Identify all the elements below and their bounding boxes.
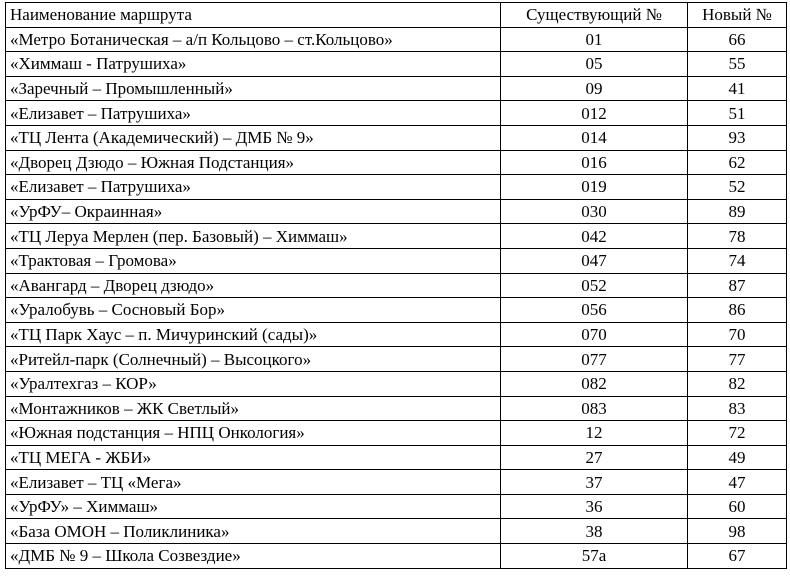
cell-existing-number: 36 xyxy=(501,494,688,519)
routes-table-body xyxy=(6,27,787,568)
table-row xyxy=(6,494,787,519)
table-row xyxy=(6,125,787,150)
header-existing-number: Существующий № xyxy=(501,3,688,28)
cell-new-number: 62 xyxy=(688,150,787,175)
cell-route-name: «Елизавет – ТЦ «Мега» xyxy=(6,470,501,495)
cell-route-name: «Авангард – Дворец дзюдо» xyxy=(6,273,501,298)
cell-route-name: «Монтажников – ЖК Светлый» xyxy=(6,396,501,421)
cell-route-name: «Уралтехгаз – КОР» xyxy=(6,371,501,396)
cell-new-number: 77 xyxy=(688,347,787,372)
cell-existing-number: 083 xyxy=(501,396,688,421)
cell-new-number: 51 xyxy=(688,101,787,126)
table-row xyxy=(6,322,787,347)
header-new-number: Новый № xyxy=(688,3,787,28)
cell-existing-number: 042 xyxy=(501,224,688,249)
cell-existing-number: 056 xyxy=(501,298,688,323)
cell-new-number: 72 xyxy=(688,421,787,446)
cell-new-number: 60 xyxy=(688,494,787,519)
table-row xyxy=(6,519,787,544)
cell-new-number: 93 xyxy=(688,125,787,150)
cell-route-name: «ТЦ Лента (Академический) – ДМБ № 9» xyxy=(6,125,501,150)
cell-existing-number: 57а xyxy=(501,544,688,569)
cell-route-name: «Дворец Дзюдо – Южная Подстанция» xyxy=(6,150,501,175)
cell-existing-number: 019 xyxy=(501,175,688,200)
cell-new-number: 49 xyxy=(688,445,787,470)
table-row xyxy=(6,150,787,175)
table-row xyxy=(6,396,787,421)
cell-route-name: «Уралобувь – Сосновый Бор» xyxy=(6,298,501,323)
cell-existing-number: 014 xyxy=(501,125,688,150)
header-route-name: Наименование маршрута xyxy=(6,3,501,28)
cell-new-number: 82 xyxy=(688,371,787,396)
cell-route-name: «ДМБ № 9 – Школа Созвездие» xyxy=(6,544,501,569)
cell-existing-number: 082 xyxy=(501,371,688,396)
cell-route-name: «Елизавет – Патрушиха» xyxy=(6,175,501,200)
cell-existing-number: 016 xyxy=(501,150,688,175)
cell-route-name: «Трактовая – Громова» xyxy=(6,248,501,273)
table-row xyxy=(6,445,787,470)
cell-route-name: «Химмаш - Патрушиха» xyxy=(6,52,501,77)
table-row xyxy=(6,470,787,495)
table-row xyxy=(6,421,787,446)
cell-new-number: 55 xyxy=(688,52,787,77)
table-row xyxy=(6,101,787,126)
table-header-row xyxy=(6,3,787,28)
cell-route-name: «База ОМОН – Поликлиника» xyxy=(6,519,501,544)
table-row xyxy=(6,248,787,273)
cell-existing-number: 047 xyxy=(501,248,688,273)
cell-new-number: 52 xyxy=(688,175,787,200)
cell-route-name: «УрФУ» – Химмаш» xyxy=(6,494,501,519)
table-row xyxy=(6,175,787,200)
cell-existing-number: 012 xyxy=(501,101,688,126)
table-row xyxy=(6,52,787,77)
cell-existing-number: 077 xyxy=(501,347,688,372)
cell-existing-number: 12 xyxy=(501,421,688,446)
cell-new-number: 78 xyxy=(688,224,787,249)
table-row xyxy=(6,298,787,323)
cell-route-name: «Метро Ботаническая – а/п Кольцово – ст.Кольцово» xyxy=(6,27,501,52)
cell-route-name: «Елизавет – Патрушиха» xyxy=(6,101,501,126)
table-row xyxy=(6,76,787,101)
routes-table xyxy=(5,2,787,569)
cell-route-name: «ТЦ МЕГА - ЖБИ» xyxy=(6,445,501,470)
cell-existing-number: 27 xyxy=(501,445,688,470)
table-row xyxy=(6,273,787,298)
cell-new-number: 74 xyxy=(688,248,787,273)
cell-existing-number: 09 xyxy=(501,76,688,101)
table-row xyxy=(6,544,787,569)
table-row xyxy=(6,371,787,396)
cell-new-number: 86 xyxy=(688,298,787,323)
cell-new-number: 98 xyxy=(688,519,787,544)
table-row xyxy=(6,347,787,372)
table-row xyxy=(6,224,787,249)
cell-route-name: «ТЦ Леруа Мерлен (пер. Базовый) – Химмаш» xyxy=(6,224,501,249)
cell-existing-number: 37 xyxy=(501,470,688,495)
cell-existing-number: 01 xyxy=(501,27,688,52)
table-row xyxy=(6,27,787,52)
cell-existing-number: 38 xyxy=(501,519,688,544)
cell-new-number: 83 xyxy=(688,396,787,421)
cell-existing-number: 05 xyxy=(501,52,688,77)
table-row xyxy=(6,199,787,224)
cell-route-name: «Ритейл-парк (Солнечный) – Высоцкого» xyxy=(6,347,501,372)
cell-route-name: «УрФУ– Окраинная» xyxy=(6,199,501,224)
cell-new-number: 89 xyxy=(688,199,787,224)
cell-existing-number: 070 xyxy=(501,322,688,347)
cell-new-number: 87 xyxy=(688,273,787,298)
cell-route-name: «Южная подстанция – НПЦ Онкология» xyxy=(6,421,501,446)
cell-route-name: «ТЦ Парк Хаус – п. Мичуринский (сады)» xyxy=(6,322,501,347)
cell-existing-number: 052 xyxy=(501,273,688,298)
cell-new-number: 41 xyxy=(688,76,787,101)
cell-new-number: 70 xyxy=(688,322,787,347)
cell-existing-number: 030 xyxy=(501,199,688,224)
cell-route-name: «Заречный – Промышленный» xyxy=(6,76,501,101)
cell-new-number: 66 xyxy=(688,27,787,52)
cell-new-number: 47 xyxy=(688,470,787,495)
cell-new-number: 67 xyxy=(688,544,787,569)
